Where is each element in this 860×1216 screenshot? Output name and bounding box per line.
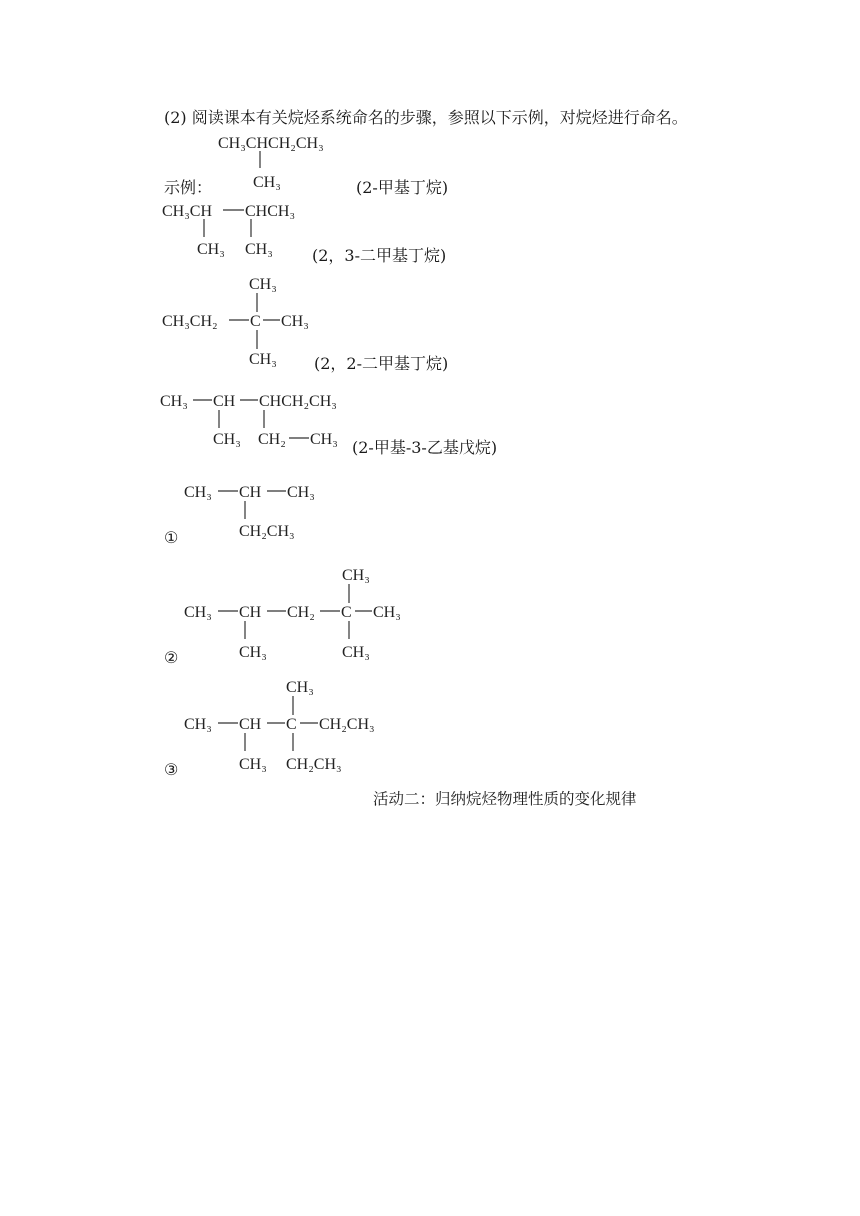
example-4-chain-c: CHCH₂CH₃: [259, 393, 337, 410]
exercise-3-chain-a: CH₃: [184, 716, 212, 733]
exercise-3-sub-bottom-a: CH₃: [239, 756, 267, 773]
example-2-sub-ch3-b: CH₃: [245, 241, 273, 258]
exercise-2-chain-d: C: [341, 604, 352, 621]
exercise-1-chain-b: CH: [239, 484, 262, 501]
example-3-sub-ch3-top: CH₃: [249, 276, 277, 293]
example-2-chain-left: CH₃CH: [162, 203, 213, 220]
example-3-chain-left: CH₃CH₂: [162, 313, 218, 330]
exercise-2-number: ②: [164, 648, 179, 667]
exercise-2-sub-top: CH₃: [342, 567, 370, 584]
exercise-3-number: ③: [164, 760, 179, 779]
example-3-chain-c: C: [250, 313, 261, 330]
example-4-sub-ch3: CH₃: [213, 431, 241, 448]
example-4-chain-a: CH₃: [160, 393, 188, 410]
example-label: 示例：: [164, 178, 213, 197]
exercise-1-chain-a: CH₃: [184, 484, 212, 501]
example-2-sub-ch3-a: CH₃: [197, 241, 225, 258]
exercise-3-chain-b: CH: [239, 716, 262, 733]
activity-2-title: 活动二：归纳烷烃物理性质的变化规律: [373, 790, 637, 808]
example-2-name: (2，3-二甲基丁烷): [312, 246, 447, 265]
example-3-chain-right: CH₃: [281, 313, 309, 330]
example-3-sub-ch3-bottom: CH₃: [249, 351, 277, 368]
exercise-2-chain-b: CH: [239, 604, 262, 621]
exercise-3-chain-c: C: [286, 716, 297, 733]
example-1-sub-ch3: CH₃: [253, 174, 281, 191]
exercise-1-chain-c: CH₃: [287, 484, 315, 501]
intro-text: (2) 阅读课本有关烷烃系统命名的步骤，参照以下示例，对烷烃进行命名。: [164, 108, 688, 127]
exercise-1-number: ①: [164, 528, 179, 547]
exercise-3-sub-top: CH₃: [286, 679, 314, 696]
exercise-2-sub-bottom-a: CH₃: [239, 644, 267, 661]
example-2-chain-right: CHCH₃: [245, 203, 296, 220]
example-4-sub-ch2: CH₂: [258, 431, 286, 448]
example-3-name: (2，2-二甲基丁烷): [314, 354, 449, 373]
exercise-3-chain-d: CH₂CH₃: [319, 716, 375, 733]
exercise-1-sub: CH₂CH₃: [239, 523, 295, 540]
exercise-2-chain-a: CH₃: [184, 604, 212, 621]
example-1-main-chain: CH₃CHCH₂CH₃: [218, 135, 324, 152]
exercise-2-chain-e: CH₃: [373, 604, 401, 621]
exercise-2-chain-c: CH₂: [287, 604, 315, 621]
example-4-chain-b: CH: [213, 393, 236, 410]
exercise-3-sub-bottom-b: CH₂CH₃: [286, 756, 342, 773]
example-1-name: (2-甲基丁烷): [356, 178, 449, 197]
example-4-name: (2-甲基-3-乙基戊烷): [352, 438, 498, 457]
example-4-sub-ch3-end: CH₃: [310, 431, 338, 448]
exercise-2-sub-bottom-b: CH₃: [342, 644, 370, 661]
